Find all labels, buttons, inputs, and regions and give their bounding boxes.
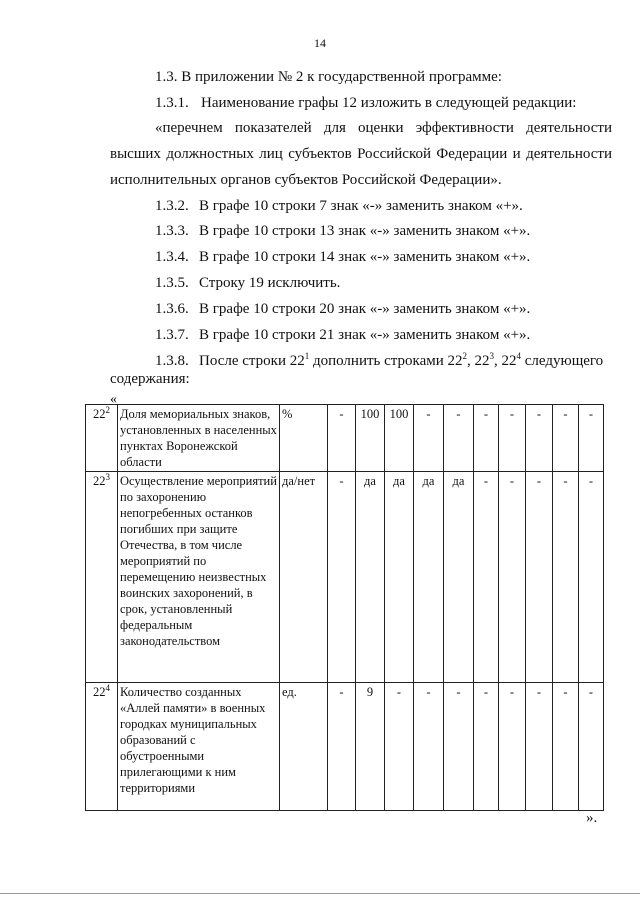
superscript: 4 bbox=[516, 351, 521, 361]
item-number: 1.3.8. bbox=[155, 353, 189, 369]
indicator-name-cell: Доля мемориальных знаков, установленных в населенных пунктах Воронежской области bbox=[118, 405, 280, 472]
table-row bbox=[86, 405, 604, 472]
table-row bbox=[86, 472, 604, 683]
value-cell: - bbox=[553, 472, 579, 683]
superscript: 3 bbox=[489, 351, 494, 361]
indicator-name-cell: Осуществление мероприятий по захоронению непогребенных останков погибших при защите Отечества, в том числе мероприятий по перемещению неизвестных воинских захоронений, в срок, установленный федеральным законодательством bbox=[118, 472, 280, 683]
row-number: 22 bbox=[93, 685, 106, 699]
item-text-part: дополнить строками 22 bbox=[309, 353, 463, 369]
value-cell: 100 bbox=[385, 405, 414, 472]
value-cell: - bbox=[526, 405, 553, 472]
row-number-cell bbox=[86, 405, 118, 472]
value-cell: - bbox=[474, 472, 499, 683]
item-1-3-2 bbox=[155, 197, 523, 215]
value-cell: - bbox=[474, 405, 499, 472]
item-text: В графе 10 строки 20 знак «-» заменить знаком «+». bbox=[199, 301, 531, 317]
row-number: 22 bbox=[93, 407, 106, 421]
value-cell: да bbox=[444, 472, 474, 683]
row-number-superscript: 2 bbox=[105, 404, 110, 415]
page-number: 14 bbox=[314, 36, 326, 50]
section-text: Наименование графы 12 изложить в следующей редакции: bbox=[201, 95, 577, 111]
value-cell: 100 bbox=[356, 405, 385, 472]
item-text: В графе 10 строки 7 знак «-» заменить знаком «+». bbox=[199, 198, 523, 214]
quote-line-1: «перечнем показателей для оценки эффективности деятельности bbox=[155, 120, 612, 136]
section-number: 1.3. bbox=[155, 69, 178, 85]
item-text: В графе 10 строки 14 знак «-» заменить знаком «+». bbox=[199, 249, 531, 265]
value-cell: - bbox=[385, 683, 414, 811]
value-cell: да bbox=[356, 472, 385, 683]
superscript: 2 bbox=[462, 351, 467, 361]
item-text-part: следующего bbox=[521, 353, 604, 369]
indicators-table bbox=[85, 404, 604, 811]
value-cell: - bbox=[444, 683, 474, 811]
item-text: Строку 19 исключить. bbox=[199, 275, 341, 291]
section-number: 1.3.1. bbox=[155, 95, 189, 111]
section-1-3-1 bbox=[155, 94, 576, 112]
quoted-column-title bbox=[110, 115, 612, 193]
row-number-superscript: 4 bbox=[105, 682, 110, 693]
item-number: 1.3.3. bbox=[155, 223, 189, 239]
value-cell: - bbox=[414, 683, 444, 811]
value-cell: - bbox=[579, 472, 604, 683]
item-1-3-7 bbox=[155, 326, 530, 344]
footer-divider bbox=[0, 893, 640, 894]
unit-cell: да/нет bbox=[280, 472, 328, 683]
item-text-part: , 22 bbox=[467, 353, 490, 369]
value-cell: - bbox=[553, 683, 579, 811]
item-text-part: , 22 bbox=[494, 353, 517, 369]
value-cell: да bbox=[385, 472, 414, 683]
item-number: 1.3.2. bbox=[155, 198, 189, 214]
item-text: В графе 10 строки 13 знак «-» заменить знаком «+». bbox=[199, 223, 531, 239]
indicator-name-cell: Количество созданных «Аллей памяти» в военных городках муниципальных образований с обустроенными прилегающими к ним территориями bbox=[118, 683, 280, 811]
value-cell: - bbox=[553, 405, 579, 472]
superscript: 1 bbox=[304, 351, 310, 361]
quote-line-3: исполнительных органов субъектов Российской Федерации». bbox=[110, 172, 502, 188]
item-text-part: После строки 22 bbox=[199, 353, 305, 369]
closing-quote: ». bbox=[586, 810, 598, 826]
item-number: 1.3.6. bbox=[155, 301, 189, 317]
item-1-3-5 bbox=[155, 274, 340, 292]
item-1-3-6 bbox=[155, 300, 530, 318]
value-cell: - bbox=[579, 405, 604, 472]
row-number-cell bbox=[86, 472, 118, 683]
item-number: 1.3.7. bbox=[155, 327, 189, 343]
value-cell: да bbox=[414, 472, 444, 683]
value-cell: - bbox=[526, 683, 553, 811]
opening-quote: « bbox=[110, 392, 117, 407]
item-text: В графе 10 строки 21 знак «-» заменить знаком «+». bbox=[199, 327, 531, 343]
quote-line-2: высших должностных лиц субъектов Российской Федерации и деятельности bbox=[110, 146, 612, 162]
row-number: 22 bbox=[93, 474, 106, 488]
row-number-superscript: 3 bbox=[105, 471, 110, 482]
section-1-3 bbox=[155, 68, 502, 86]
item-1-3-8 bbox=[155, 352, 613, 370]
item-1-3-3 bbox=[155, 222, 530, 240]
value-cell: - bbox=[499, 472, 526, 683]
value-cell: - bbox=[526, 472, 553, 683]
value-cell: - bbox=[499, 405, 526, 472]
item-number: 1.3.4. bbox=[155, 249, 189, 265]
item-1-3-8-continuation: содержания: bbox=[110, 371, 190, 387]
value-cell: - bbox=[444, 405, 474, 472]
item-1-3-4 bbox=[155, 248, 530, 266]
item-number: 1.3.5. bbox=[155, 275, 189, 291]
value-cell: - bbox=[328, 683, 356, 811]
value-cell: - bbox=[328, 405, 356, 472]
row-number-cell bbox=[86, 683, 118, 811]
value-cell: 9 bbox=[356, 683, 385, 811]
section-text: В приложении № 2 к государственной программе: bbox=[181, 69, 502, 85]
value-cell: - bbox=[474, 683, 499, 811]
value-cell: - bbox=[414, 405, 444, 472]
unit-cell: % bbox=[280, 405, 328, 472]
value-cell: - bbox=[328, 472, 356, 683]
value-cell: - bbox=[499, 683, 526, 811]
unit-cell: ед. bbox=[280, 683, 328, 811]
table-row bbox=[86, 683, 604, 811]
value-cell: - bbox=[579, 683, 604, 811]
